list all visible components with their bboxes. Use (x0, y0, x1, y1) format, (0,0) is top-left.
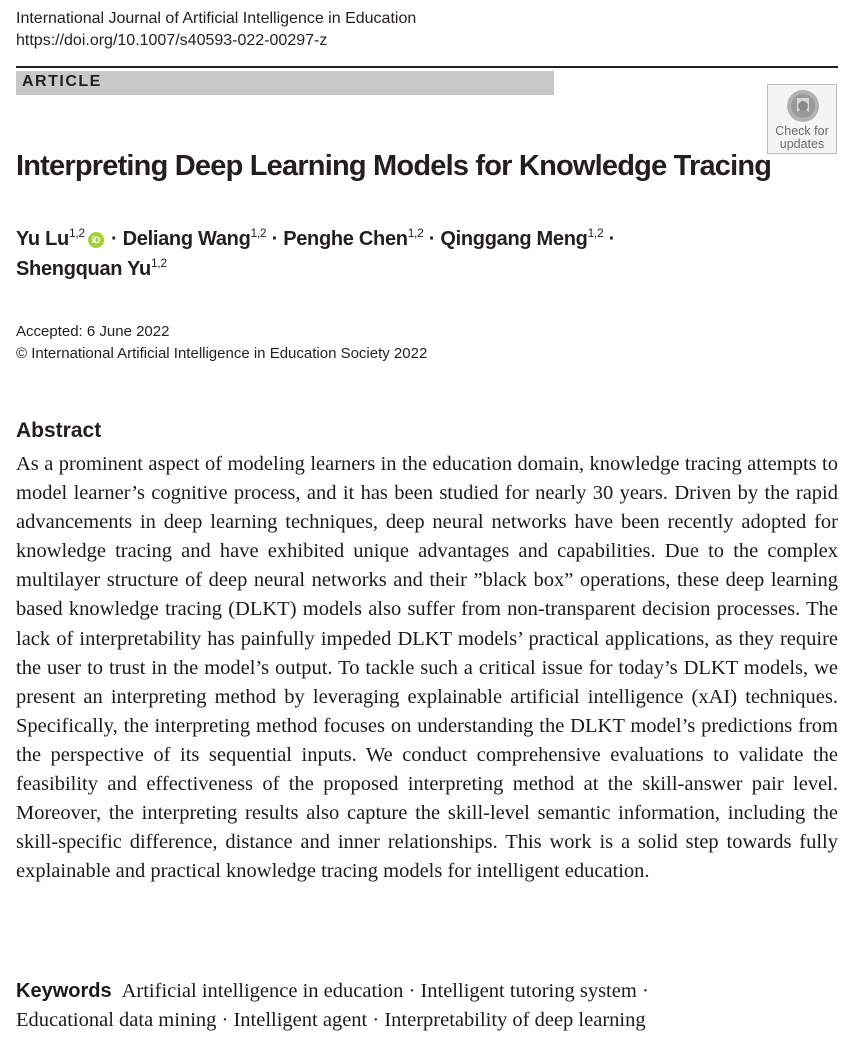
author-affiliation: 1,2 (250, 226, 267, 240)
author-name[interactable]: Deliang Wang (122, 228, 251, 250)
author-name[interactable]: Qinggang Meng (440, 228, 588, 250)
check-for-updates-badge[interactable] (767, 84, 837, 154)
abstract-heading: Abstract (16, 419, 102, 442)
author-affiliation: 1,2 (150, 256, 167, 270)
keywords-label: Keywords (16, 980, 112, 1002)
paper-title: Interpreting Deep Learning Models for Knowledge Tracing (16, 150, 772, 182)
abstract-text: As a prominent aspect of modeling learners in the education domain, knowledge tracing attempts to model learner’s cognitive process, and it has been studied for nearly 30 years. Driven by the rapid advancements in deep learning techniques, deep neural networks have been recently adopted for knowledge tracing and have exhibited unique advantages and capabilities. Due to the complex multilayer structure of deep neural networks and their ”black box” operations, these deep learning based knowledge tracing (DLKT) models also suffer from non-transparent decision processes. The lack of interpretability has painfully impeded DLKT models’ practical applications, as they require the user to trust in the model’s output. To tackle such a critical issue for today’s DLKT models, we present an interpreting method by leveraging explainable artificial intelligence (xAI) techniques. Specifically, the interpreting method focuses on understanding the DLKT model’s predictions from the perspective of its sequential inputs. We conduct comprehensive evaluations to validate the feasibility and effectiveness of the proposed interpreting method at the skill-answer pair level. Moreover, the interpreting results also capture the skill-level semantic information, including the skill-specific difference, distance and inner relationships. This work is a solid step towards fully explainable and practical knowledge tracing models for intelligent education. (16, 453, 838, 883)
author-name[interactable]: Penghe Chen (283, 228, 408, 250)
crossmark-line2: updates (779, 137, 825, 151)
author-affiliation: 1,2 (68, 226, 85, 240)
crossmark-icon (785, 88, 821, 124)
journal-name: International Journal of Artificial Intelligence in Education (16, 10, 417, 27)
author-name[interactable]: Yu Lu (16, 228, 69, 250)
keyword: Interpretability of deep learning (384, 1009, 646, 1031)
author-separator: · (105, 228, 123, 250)
publication-dates (16, 321, 427, 365)
crossmark-line1: Check for (775, 124, 829, 138)
author-separator: · (266, 228, 284, 250)
author-name[interactable]: Shengquan Yu (16, 258, 151, 280)
keyword: Artificial intelligence in education (121, 980, 404, 1002)
author-list (16, 224, 816, 284)
header-rule (16, 66, 838, 68)
copyright-notice: © International Artificial Intelligence in Education Society 2022 (16, 345, 428, 362)
doi-link[interactable]: https://doi.org/10.1007/s40593-022-00297-z (16, 32, 328, 49)
keyword: Educational data mining (16, 1009, 217, 1031)
keywords-section: Keywords Artificial intelligence in education · Intelligent tutoring system · Educational data mining · Intelligent agent · Interpretability of deep learning (16, 980, 649, 1031)
keyword: Intelligent agent (233, 1009, 368, 1031)
keyword: Intelligent tutoring system (420, 980, 637, 1002)
author-separator: · (423, 228, 441, 250)
author-affiliation: 1,2 (587, 226, 604, 240)
journal-header (16, 8, 416, 52)
section-label: ARTICLE (22, 73, 102, 90)
author-separator: · (603, 228, 615, 250)
accepted-date: Accepted: 6 June 2022 (16, 323, 170, 340)
orcid-icon[interactable]: iD (88, 232, 104, 248)
author-affiliation: 1,2 (407, 226, 424, 240)
